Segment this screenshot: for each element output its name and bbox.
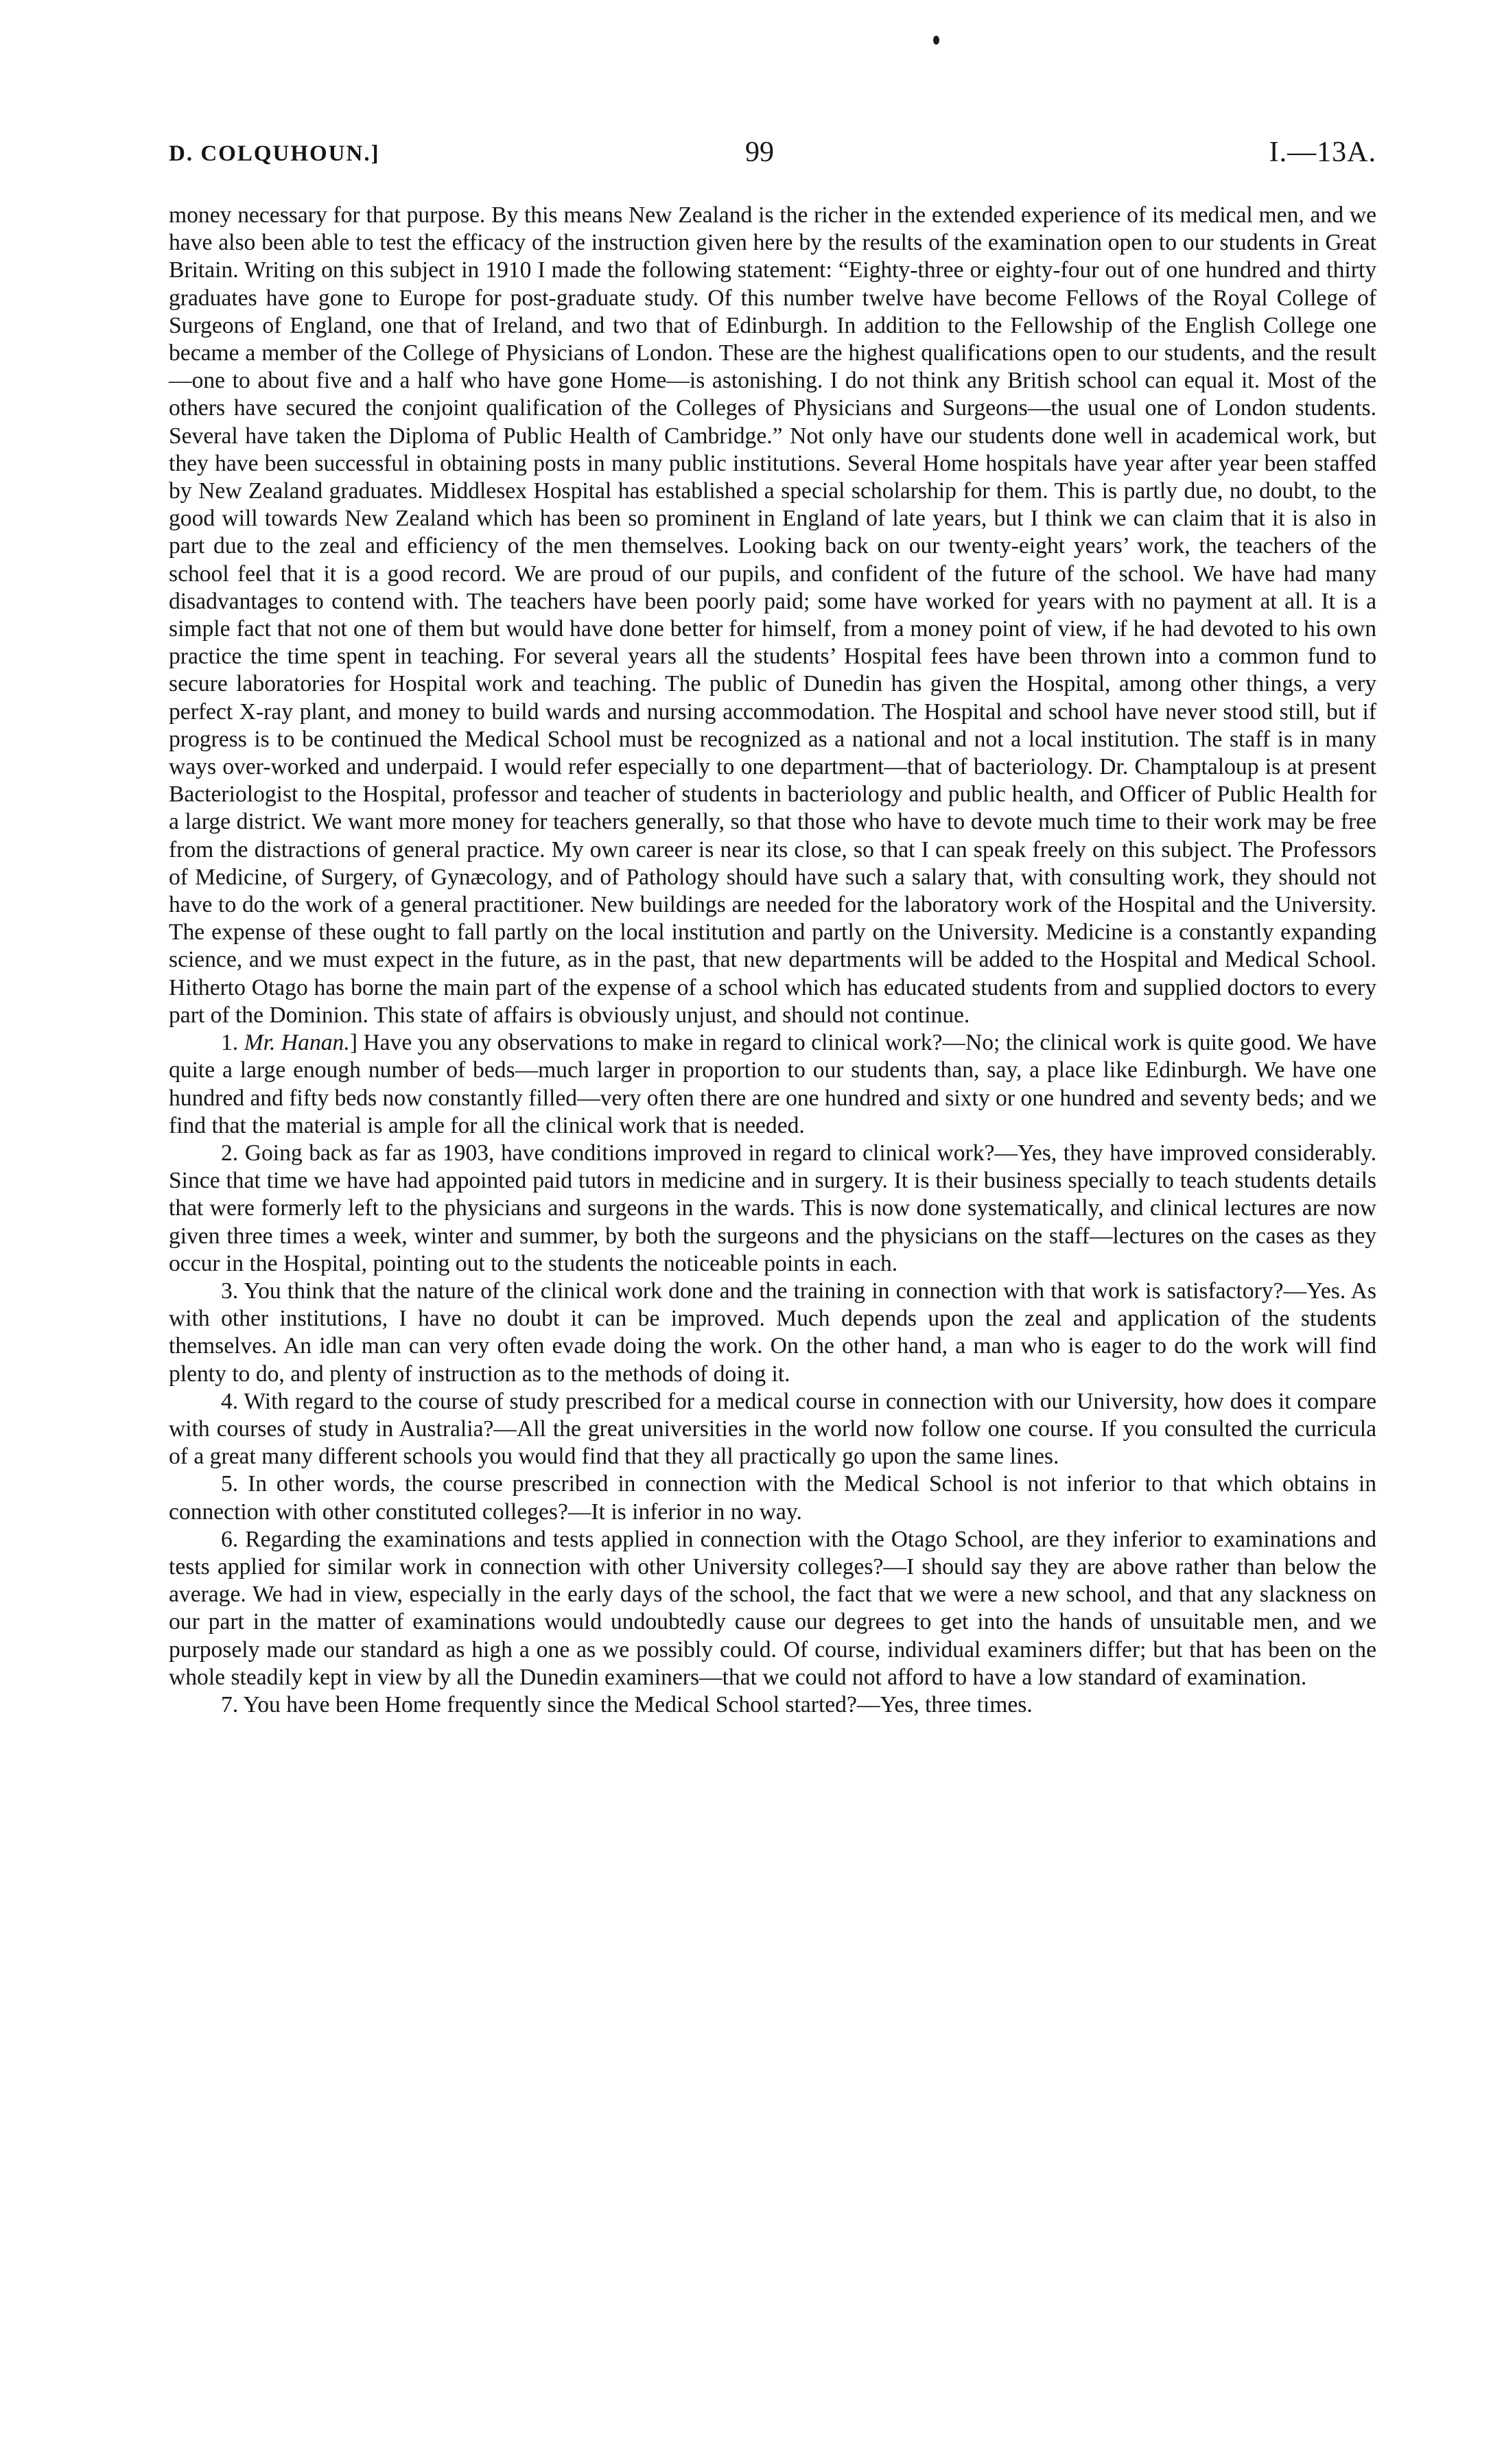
question-4: 4. With regard to the course of study prescribed for a medical course in connection with our University, how does it compare with courses of study in Australia?—All the great universities in the world now follow one course. If you consulted the curricula of a great many different schools you would find that they all practically go upon the same lines. bbox=[169, 1388, 1376, 1470]
question-5: 5. In other words, the course prescribed in connection with the Medical School is not inferior to that which obtains in connection with other constituted colleges?—It is inferior in no way. bbox=[169, 1471, 1376, 1525]
page-header bbox=[169, 136, 1376, 177]
opening-paragraph: money necessary for that purpose. By this means New Zealand is the richer in the extended experience of its medical men, and we have also been able to test the efficacy of the instruction given here by the results of the examination open to our students in Great Britain. Writing on this subject in 1910 I made the following statement: “Eighty-three or eighty-four out of one hundred and thirty graduates have gone to Europe for post-graduate study. Of this number twelve have become Fellows of the Royal College of Surgeons of England, one that of Ireland, and two that of Edinburgh. In addition to the Fellowship of the English College one became a member of the College of Physicians of London. These are the highest qualifications open to our students, and the result—one to about five and a half who have gone Home—is astonishing. I do not think any British school can equal it. Most of the others have secured the conjoint qualification of the Colleges of Physicians and Surgeons—the usual one of London students. Several have taken the Diploma of Public Health of Cambridge.” Not only have our students done well in academical work, but they have been successful in obtaining posts in many public institutions. Several Home hospitals have year after year been staffed by New Zealand graduates. Middlesex Hospital has established a special scholarship for them. This is partly due, no doubt, to the good will towards New Zealand which has been so prominent in England of late years, but I think we can claim that it is also in part due to the zeal and efficiency of the men themselves. Looking back on our twenty-eight years’ work, the teachers of the school feel that it is a good record. We are proud of our pupils, and confident of the future of the school. We have had many disadvantages to contend with. The teachers have been poorly paid; some have worked for years with no payment at all. It is a simple fact that not one of them but would have done better for himself, from a money point of view, if he had devoted to his own practice the time spent in teaching. For several years all the students’ Hospital fees have been thrown into a common fund to secure laboratories for Hospital work and teaching. The public of Dunedin has given the Hospital, among other things, a very perfect X-ray plant, and money to build wards and nursing accommodation. The Hospital and school have never stood still, but if progress is to be continued the Medical School must be recognized as a national and not a local institution. The staff is in many ways over-worked and underpaid. I would refer especially to one department—that of bacteriology. Dr. Champtaloup is at present Bacteriologist to the Hospital, professor and teacher of students in bacteriology and public health, and Officer of Public Health for a large district. We want more money for teachers generally, so that those who have to devote much time to their work may be free from the distractions of general practice. My own career is near its close, so that I can speak freely on this subject. The Professors of Medicine, of Surgery, of Gynæcology, and of Pathology should have such a salary that, with consulting work, they should not have to do the work of a general practitioner. New buildings are needed for the laboratory work of the Hospital and the University. The expense of these ought to fall partly on the local institution and partly on the University. Medicine is a constantly expanding science, and we must expect in the future, as in the past, that new departments will be added to the Hospital and Medical School. Hitherto Otago has borne the main part of the expense of a school which has educated students from and supplied doctors to every part of the Dominion. This state of affairs is obviously unjust, and should not continue. bbox=[169, 202, 1376, 1028]
question-6: 6. Regarding the examinations and tests applied in connection with the Otago School, are they inferior to examinations and tests applied for similar work in connection with other University colleges?—I should say they are above rather than below the average. We had in view, especially in the early days of the school, the fact that we were a new school, and that any slackness on our part in the matter of examinations would undoubtedly cause our degrees to get into the hands of unsuitable men, and we purposely made our standard as high a one as we possibly could. Of course, individual examiners differ; but that has been on the whole steadily kept in view by all the Dunedin examiners—that we could not afford to have a low standard of examination. bbox=[169, 1526, 1376, 1690]
question-text: ] Have you any observations to make in regard to clinical work?—No; the clinical work is quite good. We have quite a large enough number of beds—much larger in proportion to our students than, say, a place like Edinburgh. We have one hundred and fifty beds now constantly filled—very often there are one hundred and sixty or one hundred and seventy beds; and we find that the material is ample for all the clinical work that is needed. bbox=[169, 1030, 1376, 1138]
question-number: 1. bbox=[221, 1030, 239, 1056]
question-2: 2. Going back as far as 1903, have conditions improved in regard to clinical work?—Yes, they have improved considerably. Since that time we have had appointed paid tutors in medicine and in surgery. It is their business specially to teach students details that were formerly left to the physicians and surgeons in the wards. This is now done systematically, and clinical lectures are now given three times a week, winter and summer, by both the surgeons and the physicians on the staff—lectures on the cases as they occur in the Hospital, pointing out to the students the noticeable points in each. bbox=[169, 1140, 1376, 1276]
header-witness-name: D. COLQUHOUN.] bbox=[169, 141, 380, 166]
ink-dot bbox=[933, 36, 939, 45]
document-reference: I.—13A. bbox=[1269, 137, 1376, 168]
speaker-name: Mr. Hanan. bbox=[244, 1030, 350, 1056]
page-number: 99 bbox=[745, 137, 774, 168]
question-1 bbox=[169, 1029, 1376, 1140]
body-text bbox=[169, 202, 1376, 1719]
question-3: 3. You think that the nature of the clinical work done and the training in connection with that work is satisfactory?—Yes. As with other institutions, I have no doubt it can be improved. Much depends upon the zeal and application of the students themselves. An idle man can very often evade doing the work. On the other hand, a man who is eager to do the work will find plenty to do, and plenty of instruction as to the methods of doing it. bbox=[169, 1278, 1376, 1387]
question-7: 7. You have been Home frequently since the Medical School started?—Yes, three times. bbox=[221, 1691, 1033, 1717]
